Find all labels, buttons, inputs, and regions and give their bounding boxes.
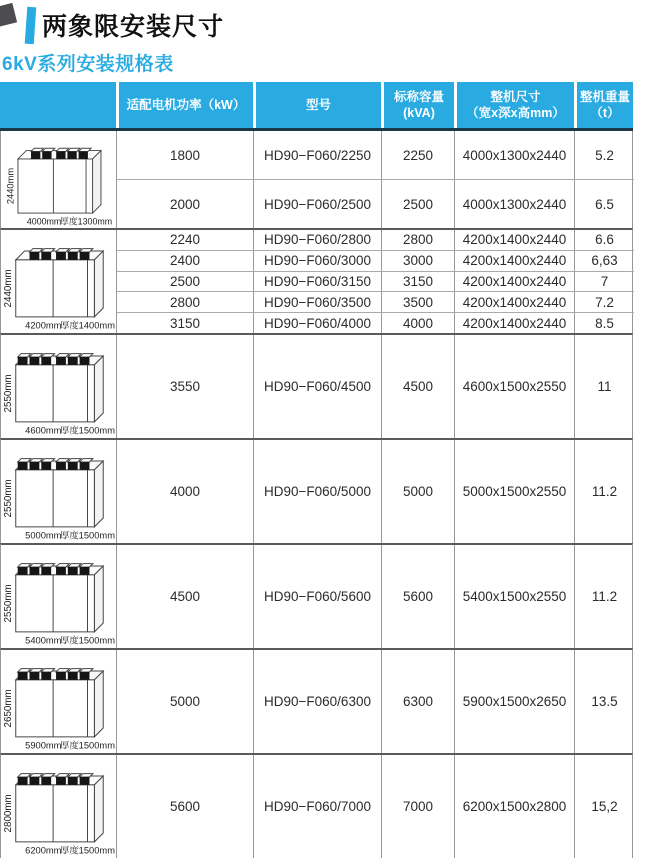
- cell-capacity: 2250: [381, 131, 454, 179]
- cell-dimensions: 4600x1500x2550: [454, 335, 574, 438]
- spec-row: [117, 335, 634, 438]
- cell-power: 2240: [169, 232, 201, 248]
- cell-power: 4500: [169, 589, 201, 604]
- cell-capacity: 3150: [381, 272, 454, 292]
- dim-height-label: 2550mm: [2, 374, 14, 413]
- cell-weight: 7: [574, 272, 634, 292]
- spec-group-3: [0, 333, 633, 438]
- header-dimensions-line1: 整机尺寸: [490, 89, 541, 104]
- cabinet-drawing: [2, 545, 116, 648]
- cell-capacity: 6300: [381, 650, 454, 753]
- cabinet-top-modules: [29, 249, 92, 260]
- cell-model: HD90−F060/6300: [253, 650, 381, 753]
- page-subtitle: 6kV系列安装规格表: [2, 54, 174, 75]
- dim-width-label: 4000mm: [26, 216, 61, 227]
- header-cell-model: [256, 82, 381, 128]
- cell-dimensions: 5900x1500x2650: [454, 650, 574, 753]
- icon-blue-bar: [25, 7, 37, 45]
- spec-table: [0, 82, 633, 858]
- cell-capacity: 4000: [381, 313, 454, 333]
- spec-group-6: [0, 648, 633, 753]
- cell-power: 3550: [169, 379, 201, 394]
- cell-power: 5000: [169, 694, 201, 709]
- dim-height-label: 2650mm: [2, 689, 14, 728]
- cabinet-figure: [1, 335, 117, 438]
- cell-model: HD90−F060/3150: [253, 272, 381, 292]
- cell-model: HD90−F060/2250: [253, 131, 381, 179]
- cabinet-drawing: [2, 335, 116, 438]
- header-cell-weight: [577, 82, 633, 128]
- dim-width-label: 5400mm: [24, 635, 61, 646]
- cell-weight: 8.5: [574, 313, 634, 333]
- cell-capacity: 3000: [381, 251, 454, 271]
- cell-weight: 6.5: [574, 180, 634, 228]
- cell-model: HD90−F060/2800: [253, 230, 381, 250]
- spec-row: [117, 179, 634, 228]
- cell-dimensions: 4200x1400x2440: [454, 313, 574, 333]
- cell-dimensions: 4200x1400x2440: [454, 230, 574, 250]
- cell-power: 1800: [169, 147, 201, 163]
- cell-capacity: 4500: [381, 335, 454, 438]
- cell-dimensions: 4200x1400x2440: [454, 272, 574, 292]
- cell-weight: 11.2: [574, 545, 634, 648]
- cell-power: 2500: [169, 273, 201, 289]
- cell-power: 2000: [169, 196, 201, 212]
- spec-row: [117, 230, 634, 250]
- cabinet-drawing: [2, 230, 116, 333]
- spec-row: [117, 312, 634, 333]
- cabinet-drawing: [2, 755, 116, 858]
- spec-row: [117, 755, 634, 858]
- cell-weight: 6,63: [574, 251, 634, 271]
- spec-row: [117, 440, 634, 543]
- dim-depth-label: 厚度1300mm: [59, 216, 112, 227]
- cell-capacity: 2500: [381, 180, 454, 228]
- spec-group-4: [0, 438, 633, 543]
- cabinet-drawing: [2, 131, 116, 228]
- cell-model: HD90−F060/7000: [253, 755, 381, 858]
- cell-capacity: 7000: [381, 755, 454, 858]
- cabinet-figure: [1, 650, 117, 753]
- cell-model: HD90−F060/4000: [253, 313, 381, 333]
- cell-model: HD90−F060/3000: [253, 251, 381, 271]
- header-capacity-line1: 标称容量: [393, 89, 444, 104]
- cell-capacity: 3500: [381, 292, 454, 312]
- cell-dimensions: 6200x1500x2800: [454, 755, 574, 858]
- spec-group-7: [0, 753, 633, 858]
- spec-row: [117, 545, 634, 648]
- header-cell-power: [119, 82, 253, 128]
- spec-group-1: [0, 131, 633, 228]
- cabinet-figure: [1, 131, 117, 228]
- cabinet-figure: [1, 755, 117, 858]
- header-power-label: 适配电机功率（kW）: [126, 97, 246, 112]
- dim-width-label: 5000mm: [24, 530, 61, 541]
- cell-power: 2800: [169, 294, 201, 310]
- cell-dimensions: 4000x1300x2440: [454, 180, 574, 228]
- cell-weight: 6.6: [574, 230, 634, 250]
- cell-model: HD90−F060/5600: [253, 545, 381, 648]
- header-cell-capacity: [384, 82, 454, 128]
- cell-power: 5600: [169, 799, 201, 814]
- dim-height-label: 2550mm: [2, 479, 14, 518]
- spec-row: [117, 131, 634, 179]
- spec-group-5: [0, 543, 633, 648]
- cell-capacity: 5000: [381, 440, 454, 543]
- dim-height-label: 2550mm: [2, 584, 14, 623]
- cell-power: 2400: [169, 253, 201, 269]
- dim-width-label: 4200mm: [24, 320, 61, 331]
- cabinet-figure: [1, 545, 117, 648]
- cell-model: HD90−F060/5000: [253, 440, 381, 543]
- cell-weight: 7.2: [574, 292, 634, 312]
- dim-height-label: 2800mm: [2, 794, 14, 833]
- cell-weight: 11.2: [574, 440, 634, 543]
- dim-depth-label: 厚度1500mm: [59, 425, 115, 436]
- cabinet-figure: [1, 440, 117, 543]
- table-body: [0, 131, 633, 858]
- header-weight-line2: （t）: [590, 106, 620, 120]
- cell-model: HD90−F060/3500: [253, 292, 381, 312]
- cell-power: 3150: [169, 315, 201, 331]
- cell-weight: 13.5: [574, 650, 634, 753]
- dim-depth-label: 厚度1500mm: [59, 530, 115, 541]
- dim-depth-label: 厚度1500mm: [59, 845, 115, 856]
- dim-height-label: 2440mm: [2, 269, 14, 308]
- dim-depth-label: 厚度1400mm: [59, 320, 115, 331]
- cabinet-drawing: [2, 440, 116, 543]
- dim-width-label: 5900mm: [24, 740, 61, 751]
- title-row: [0, 4, 665, 46]
- cabinet-drawing: [2, 650, 116, 753]
- spec-row: [117, 291, 634, 312]
- cell-dimensions: 5400x1500x2550: [454, 545, 574, 648]
- cell-weight: 5.2: [574, 131, 634, 179]
- page-title: 两象限安装尺寸: [42, 13, 225, 41]
- spec-row: [117, 271, 634, 292]
- cell-dimensions: 4200x1400x2440: [454, 292, 574, 312]
- spec-row: [117, 650, 634, 753]
- cell-dimensions: 4200x1400x2440: [454, 251, 574, 271]
- dim-depth-label: 厚度1500mm: [59, 740, 115, 751]
- cell-weight: 15,2: [574, 755, 634, 858]
- header-model-label: 型号: [305, 97, 331, 112]
- header-capacity-line2: (kVA): [403, 106, 435, 120]
- icon-gray-square: [0, 3, 17, 27]
- cabinet-top-modules: [31, 148, 91, 159]
- cabinet-figure: [1, 230, 117, 333]
- cell-model: HD90−F060/4500: [253, 335, 381, 438]
- cell-power: 4000: [169, 484, 201, 499]
- spec-group-2: [0, 228, 633, 333]
- cell-capacity: 2800: [381, 230, 454, 250]
- table-header-row: [0, 82, 633, 128]
- dim-width-label: 6200mm: [24, 845, 61, 856]
- header-dimensions-line2: （宽x深x高mm）: [466, 106, 565, 120]
- title-flag-icon: [0, 4, 42, 46]
- header-cell-dimensions: [457, 82, 574, 128]
- header-cell-empty: [0, 82, 116, 128]
- header-weight-line1: 整机重量: [579, 89, 630, 104]
- cell-weight: 11: [574, 335, 634, 438]
- cell-dimensions: 4000x1300x2440: [454, 131, 574, 179]
- spec-row: [117, 250, 634, 271]
- cell-model: HD90−F060/2500: [253, 180, 381, 228]
- cell-capacity: 5600: [381, 545, 454, 648]
- dim-height-label: 2440mm: [4, 167, 15, 205]
- dim-depth-label: 厚度1500mm: [59, 635, 115, 646]
- cell-dimensions: 5000x1500x2550: [454, 440, 574, 543]
- dim-width-label: 4600mm: [24, 425, 61, 436]
